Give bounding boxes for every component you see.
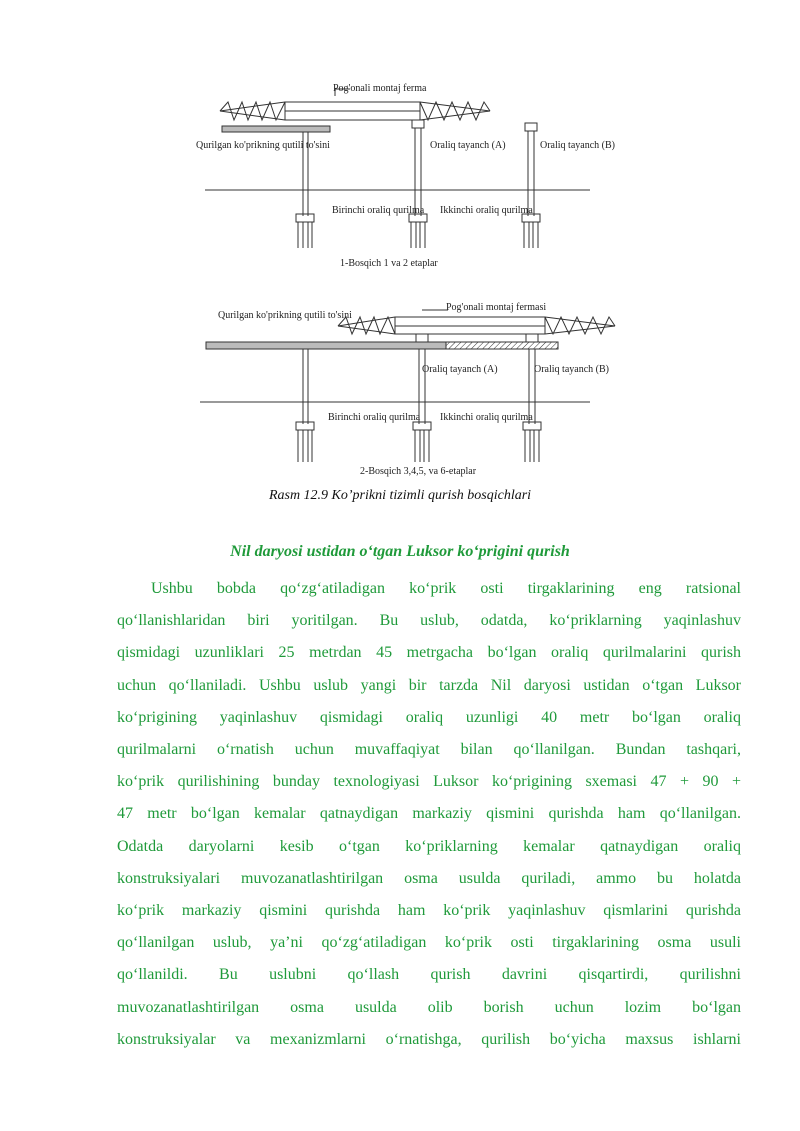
span-label: Qurilgan ko'prikning qutili to'sini — [196, 140, 330, 151]
body-paragraph — [117, 573, 741, 1056]
paragraph-line: konstruksiyalari muvozanatlashtirilgan osma usulda quriladi, ammo bu holatda — [117, 869, 741, 887]
support-b-label: Oraliq tayanch (B) — [534, 364, 609, 375]
paragraph-line: qo‘llanishlaridan biri yoritilgan. Bu uslub, odatda, ko‘priklarning yaqinlashuv — [117, 612, 741, 630]
stage-1-drawing — [190, 76, 630, 276]
section-heading: Nil daryosi ustidan o‘tgan Luksor ko‘prigini qurish — [230, 543, 570, 560]
paragraph-line: konstruksiyalar va mexanizmlarni o‘rnatishga, qurilish bo‘yicha maxsus ishlarni — [117, 1030, 741, 1048]
paragraph-line: 47 metr bo‘lgan kemalar qatnaydigan markaziy qismini qurishda ham qo‘llanilgan. — [117, 805, 741, 823]
truss-2 — [338, 317, 615, 334]
new-girder — [446, 342, 558, 349]
paragraph-line: uchun qo‘llaniladi. Ushbu uslub yangi bir tarzda Nil daryosi ustidan o‘tgan Luksor — [117, 676, 741, 694]
second-span-label: Ikkinchi oraliq qurilma — [440, 205, 533, 216]
paragraph-line: Ushbu bobda qo‘zg‘atiladigan ko‘prik osti tirgaklarining eng ratsional — [151, 580, 741, 597]
truss-1 — [220, 102, 490, 120]
figure-caption: Rasm 12.9 Ko’prikni tizimli qurish bosqichlari — [268, 488, 532, 503]
built-girder — [206, 342, 446, 349]
stage-1-diagram — [190, 76, 630, 276]
paragraph-line: Odatda daryolarni kesib o‘tgan ko‘priklarning kemalar qatnaydigan oraliq — [117, 837, 741, 855]
truss-label: Pog'onali montaj ferma — [333, 83, 427, 94]
stage-2-drawing — [190, 296, 630, 482]
paragraph-line: qurilmalarni o‘rnatish uchun muvaffaqiyat bilan qo‘llanilgan. Bundan tashqari, — [117, 741, 741, 759]
support-a-label: Oraliq tayanch (A) — [430, 140, 506, 151]
first-span-label: Birinchi oraliq qurilma — [332, 205, 425, 216]
stage-2-diagram — [190, 296, 630, 482]
piers-2 — [296, 334, 541, 462]
first-span-label: Birinchi oraliq qurilma — [328, 412, 421, 423]
paragraph-line: qismidagi uzunliklari 25 metrdan 45 metrgacha bo‘lgan oraliq qurilmalarini qurish — [117, 644, 741, 662]
paragraph-line: muvozanatlashtirilgan osma usulda olib borish uchun lozim bo‘lgan — [117, 998, 741, 1016]
paragraph-line: ko‘prik markaziy qismini qurishda ham ko‘prik yaqinlashuv qismlarini qurishda — [117, 902, 741, 920]
stage-label: 1-Bosqich 1 va 2 etaplar — [340, 258, 438, 269]
second-span-label: Ikkinchi oraliq qurilma — [440, 412, 533, 423]
stage-label: 2-Bosqich 3,4,5, va 6-etaplar — [360, 466, 477, 477]
paragraph-line: qo‘llanilgan uslub, ya’ni qo‘zg‘atiladigan ko‘prik osti tirgaklarining osma usuli — [117, 934, 741, 952]
span-label: Qurilgan ko'prikning qutili to'sini — [218, 310, 352, 321]
paragraph-line: ko‘prik qurilishining bunday texnologiyasi Luksor ko‘prigining sxemasi 47 + 90 + — [117, 773, 741, 791]
support-b-label: Oraliq tayanch (B) — [540, 140, 615, 151]
built-girder — [222, 126, 330, 132]
paragraph-line: ko‘prigining yaqinlashuv qismidagi oraliq uzunligi 40 metr bo‘lgan oraliq — [117, 708, 741, 726]
paragraph-line: qo‘llanildi. Bu uslubni qo‘llash qurish davrini qisqartirdi, qurilishni — [117, 966, 741, 984]
truss-label: Pog'onali montaj fermasi — [446, 302, 547, 313]
support-a-label: Oraliq tayanch (A) — [422, 364, 498, 375]
